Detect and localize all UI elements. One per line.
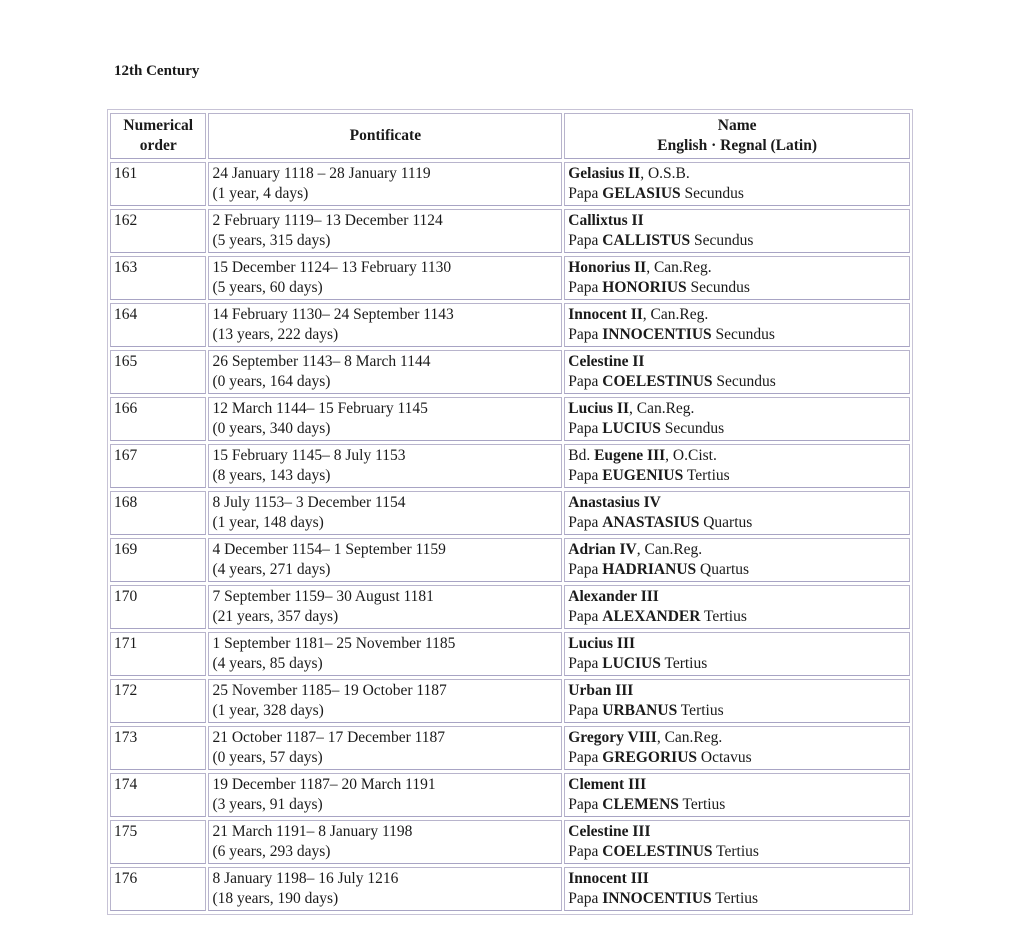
latin-name-ordinal: Secundus	[690, 232, 754, 249]
latin-name	[568, 701, 906, 721]
cell-numerical-order: 171	[110, 632, 206, 676]
english-name	[568, 211, 906, 231]
latin-name	[568, 419, 906, 439]
pontificate-duration: (13 years, 222 days)	[212, 326, 339, 343]
cell-pontificate	[208, 679, 562, 723]
latin-name-ordinal: Tertius	[660, 655, 708, 672]
pontificate-duration: (3 years, 91 days)	[212, 796, 323, 813]
cell-numerical-order: 162	[110, 209, 206, 253]
latin-name-main: INNOCENTIUS	[602, 890, 712, 907]
cell-pontificate	[208, 726, 562, 770]
cell-pontificate	[208, 867, 562, 911]
cell-name	[564, 397, 910, 441]
pontificate-dates: 8 January 1198– 16 July 1216	[212, 870, 399, 887]
cell-name	[564, 585, 910, 629]
latin-name-ordinal: Tertius	[711, 890, 759, 907]
latin-name-prefix: Papa	[568, 232, 603, 249]
cell-numerical-order: 166	[110, 397, 206, 441]
cell-name	[564, 679, 910, 723]
english-name	[568, 446, 906, 466]
table-row	[110, 679, 910, 723]
latin-name-main: HONORIUS	[602, 279, 687, 296]
latin-name	[568, 278, 906, 298]
latin-name-prefix: Papa	[568, 467, 603, 484]
pontificate-dates: 8 July 1153– 3 December 1154	[212, 494, 406, 511]
pontificate-duration: (0 years, 164 days)	[212, 373, 331, 390]
english-name-main: Callixtus II	[568, 212, 644, 229]
cell-pontificate	[208, 491, 562, 535]
english-name-main: Adrian IV	[568, 541, 637, 558]
cell-numerical-order: 170	[110, 585, 206, 629]
popes-table	[107, 109, 913, 915]
english-name	[568, 869, 906, 889]
latin-name-prefix: Papa	[568, 561, 603, 578]
latin-name-prefix: Papa	[568, 514, 603, 531]
pontificate-duration: (5 years, 315 days)	[212, 232, 331, 249]
latin-name	[568, 466, 906, 486]
english-name-main: Honorius II	[568, 259, 647, 276]
cell-pontificate	[208, 632, 562, 676]
latin-name	[568, 513, 906, 533]
latin-name-prefix: Papa	[568, 749, 603, 766]
cell-pontificate	[208, 350, 562, 394]
english-name	[568, 587, 906, 607]
latin-name-prefix: Papa	[568, 373, 603, 390]
latin-name-main: COELESTINUS	[602, 843, 713, 860]
latin-name-ordinal: Secundus	[680, 185, 744, 202]
cell-numerical-order: 168	[110, 491, 206, 535]
pontificate-dates: 21 March 1191– 8 January 1198	[212, 823, 413, 840]
english-name-main: Celestine II	[568, 353, 645, 370]
latin-name-main: GELASIUS	[602, 185, 681, 202]
table-row	[110, 773, 910, 817]
pontificate-dates: 2 February 1119– 13 December 1124	[212, 212, 443, 229]
latin-name	[568, 231, 906, 251]
table-row	[110, 350, 910, 394]
table-row	[110, 303, 910, 347]
latin-name-ordinal: Secundus	[711, 326, 775, 343]
cell-pontificate	[208, 162, 562, 206]
cell-numerical-order: 175	[110, 820, 206, 864]
latin-name-prefix: Papa	[568, 420, 603, 437]
latin-name-main: ALEXANDER	[602, 608, 701, 625]
latin-name-prefix: Papa	[568, 702, 603, 719]
english-name-main: Clement III	[568, 776, 647, 793]
table-row	[110, 867, 910, 911]
english-name	[568, 164, 906, 184]
latin-name-prefix: Papa	[568, 843, 603, 860]
latin-name-prefix: Papa	[568, 608, 603, 625]
header-pontificate: Pontificate	[208, 113, 562, 159]
cell-pontificate	[208, 820, 562, 864]
english-name	[568, 305, 906, 325]
latin-name	[568, 325, 906, 345]
pontificate-duration: (18 years, 190 days)	[212, 890, 339, 907]
latin-name-main: EUGENIUS	[602, 467, 684, 484]
latin-name-ordinal: Octavus	[697, 749, 752, 766]
cell-numerical-order: 174	[110, 773, 206, 817]
english-name	[568, 258, 906, 278]
cell-name	[564, 867, 910, 911]
cell-name	[564, 303, 910, 347]
english-name-suffix: , Can.Reg.	[636, 541, 703, 558]
latin-name	[568, 560, 906, 580]
english-name-main: Gelasius II	[568, 165, 641, 182]
pontificate-duration: (4 years, 271 days)	[212, 561, 331, 578]
table-row	[110, 162, 910, 206]
latin-name-ordinal: Quartus	[699, 514, 753, 531]
cell-name	[564, 773, 910, 817]
pontificate-dates: 12 March 1144– 15 February 1145	[212, 400, 428, 417]
section-heading: 12th Century	[114, 63, 200, 79]
latin-name-prefix: Papa	[568, 279, 603, 296]
english-name-suffix: , Can.Reg.	[656, 729, 723, 746]
pontificate-duration: (5 years, 60 days)	[212, 279, 323, 296]
table-header-row	[110, 113, 910, 159]
latin-name-prefix: Papa	[568, 185, 603, 202]
cell-name	[564, 350, 910, 394]
cell-numerical-order: 172	[110, 679, 206, 723]
cell-pontificate	[208, 303, 562, 347]
pontificate-dates: 7 September 1159– 30 August 1181	[212, 588, 434, 605]
latin-name-ordinal: Quartus	[696, 561, 750, 578]
table-row	[110, 820, 910, 864]
latin-name-prefix: Papa	[568, 655, 603, 672]
latin-name-main: LUCIUS	[602, 420, 661, 437]
english-name-suffix: , Can.Reg.	[642, 306, 709, 323]
pontificate-duration: (1 year, 4 days)	[212, 185, 309, 202]
latin-name-main: LUCIUS	[602, 655, 661, 672]
english-name	[568, 493, 906, 513]
pontificate-dates: 14 February 1130– 24 September 1143	[212, 306, 454, 323]
english-name-main: Alexander III	[568, 588, 659, 605]
cell-numerical-order: 169	[110, 538, 206, 582]
cell-numerical-order: 164	[110, 303, 206, 347]
latin-name	[568, 184, 906, 204]
cell-numerical-order: 165	[110, 350, 206, 394]
cell-name	[564, 444, 910, 488]
english-name-main: Innocent III	[568, 870, 649, 887]
latin-name-prefix: Papa	[568, 890, 603, 907]
header-name: Name English · Regnal (Latin)	[564, 113, 910, 159]
latin-name-main: GREGORIUS	[602, 749, 698, 766]
pontificate-duration: (6 years, 293 days)	[212, 843, 331, 860]
cell-numerical-order: 163	[110, 256, 206, 300]
english-name-main: Gregory VIII	[568, 729, 657, 746]
english-name-prefix: Bd.	[568, 447, 595, 464]
latin-name-ordinal: Tertius	[678, 796, 726, 813]
latin-name-ordinal: Tertius	[677, 702, 724, 719]
latin-name	[568, 372, 906, 392]
english-name-suffix: , O.S.B.	[640, 165, 690, 182]
pontificate-dates: 21 October 1187– 17 December 1187	[212, 729, 446, 746]
latin-name-prefix: Papa	[568, 326, 603, 343]
pontificate-dates: 19 December 1187– 20 March 1191	[212, 776, 436, 793]
latin-name	[568, 748, 906, 768]
english-name-main: Celestine III	[568, 823, 651, 840]
table-row	[110, 585, 910, 629]
pontificate-duration: (21 years, 357 days)	[212, 608, 339, 625]
latin-name-ordinal: Secundus	[712, 373, 776, 390]
english-name-suffix: , Can.Reg.	[646, 259, 712, 276]
latin-name-ordinal: Tertius	[712, 843, 759, 860]
cell-numerical-order: 161	[110, 162, 206, 206]
table-row	[110, 491, 910, 535]
latin-name-ordinal: Secundus	[686, 279, 750, 296]
latin-name-main: HADRIANUS	[602, 561, 697, 578]
pontificate-dates: 1 September 1181– 25 November 1185	[212, 635, 456, 652]
english-name-main: Anastasius IV	[568, 494, 661, 511]
latin-name-ordinal: Tertius	[683, 467, 730, 484]
cell-numerical-order: 167	[110, 444, 206, 488]
pontificate-dates: 24 January 1118 – 28 January 1119	[212, 165, 431, 182]
english-name-suffix: , Can.Reg.	[629, 400, 695, 417]
cell-pontificate	[208, 585, 562, 629]
table-row	[110, 444, 910, 488]
pontificate-duration: (1 year, 328 days)	[212, 702, 324, 719]
cell-name	[564, 538, 910, 582]
latin-name	[568, 654, 906, 674]
cell-pontificate	[208, 397, 562, 441]
latin-name	[568, 889, 906, 909]
pontificate-duration: (8 years, 143 days)	[212, 467, 331, 484]
cell-pontificate	[208, 444, 562, 488]
table-row	[110, 256, 910, 300]
header-numerical-order: Numerical order	[110, 113, 206, 159]
latin-name	[568, 607, 906, 627]
pontificate-dates: 15 December 1124– 13 February 1130	[212, 259, 452, 276]
cell-name	[564, 726, 910, 770]
cell-pontificate	[208, 209, 562, 253]
latin-name	[568, 795, 906, 815]
latin-name-main: ANASTASIUS	[602, 514, 700, 531]
pontificate-duration: (0 years, 57 days)	[212, 749, 323, 766]
pontificate-duration: (4 years, 85 days)	[212, 655, 323, 672]
latin-name-main: COELESTINUS	[602, 373, 713, 390]
table-row	[110, 209, 910, 253]
cell-pontificate	[208, 773, 562, 817]
pontificate-dates: 15 February 1145– 8 July 1153	[212, 447, 406, 464]
english-name-main: Lucius III	[568, 635, 636, 652]
pontificate-dates: 26 September 1143– 8 March 1144	[212, 353, 431, 370]
latin-name-main: INNOCENTIUS	[602, 326, 712, 343]
english-name	[568, 352, 906, 372]
english-name-main: Eugene III	[594, 447, 666, 464]
pontificate-dates: 25 November 1185– 19 October 1187	[212, 682, 447, 699]
english-name	[568, 822, 906, 842]
cell-name	[564, 491, 910, 535]
latin-name-prefix: Papa	[568, 796, 603, 813]
latin-name-ordinal: Secundus	[660, 420, 725, 437]
cell-name	[564, 162, 910, 206]
cell-numerical-order: 176	[110, 867, 206, 911]
cell-pontificate	[208, 538, 562, 582]
cell-numerical-order: 173	[110, 726, 206, 770]
english-name-main: Innocent II	[568, 306, 643, 323]
cell-name	[564, 256, 910, 300]
table-row	[110, 632, 910, 676]
cell-name	[564, 820, 910, 864]
english-name-main: Lucius II	[568, 400, 629, 417]
english-name-suffix: , O.Cist.	[665, 447, 717, 464]
latin-name-main: CLEMENS	[602, 796, 679, 813]
english-name	[568, 681, 906, 701]
english-name	[568, 540, 906, 560]
latin-name-ordinal: Tertius	[700, 608, 747, 625]
english-name-main: Urban III	[568, 682, 634, 699]
cell-name	[564, 632, 910, 676]
latin-name-main: URBANUS	[602, 702, 678, 719]
english-name	[568, 399, 906, 419]
cell-pontificate	[208, 256, 562, 300]
english-name	[568, 728, 906, 748]
pontificate-duration: (1 year, 148 days)	[212, 514, 324, 531]
cell-name	[564, 209, 910, 253]
english-name	[568, 634, 906, 654]
latin-name	[568, 842, 906, 862]
table-row	[110, 397, 910, 441]
table-row	[110, 538, 910, 582]
pontificate-duration: (0 years, 340 days)	[212, 420, 331, 437]
table-row	[110, 726, 910, 770]
english-name	[568, 775, 906, 795]
latin-name-main: CALLISTUS	[602, 232, 691, 249]
table-body	[110, 162, 910, 911]
pontificate-dates: 4 December 1154– 1 September 1159	[212, 541, 446, 558]
